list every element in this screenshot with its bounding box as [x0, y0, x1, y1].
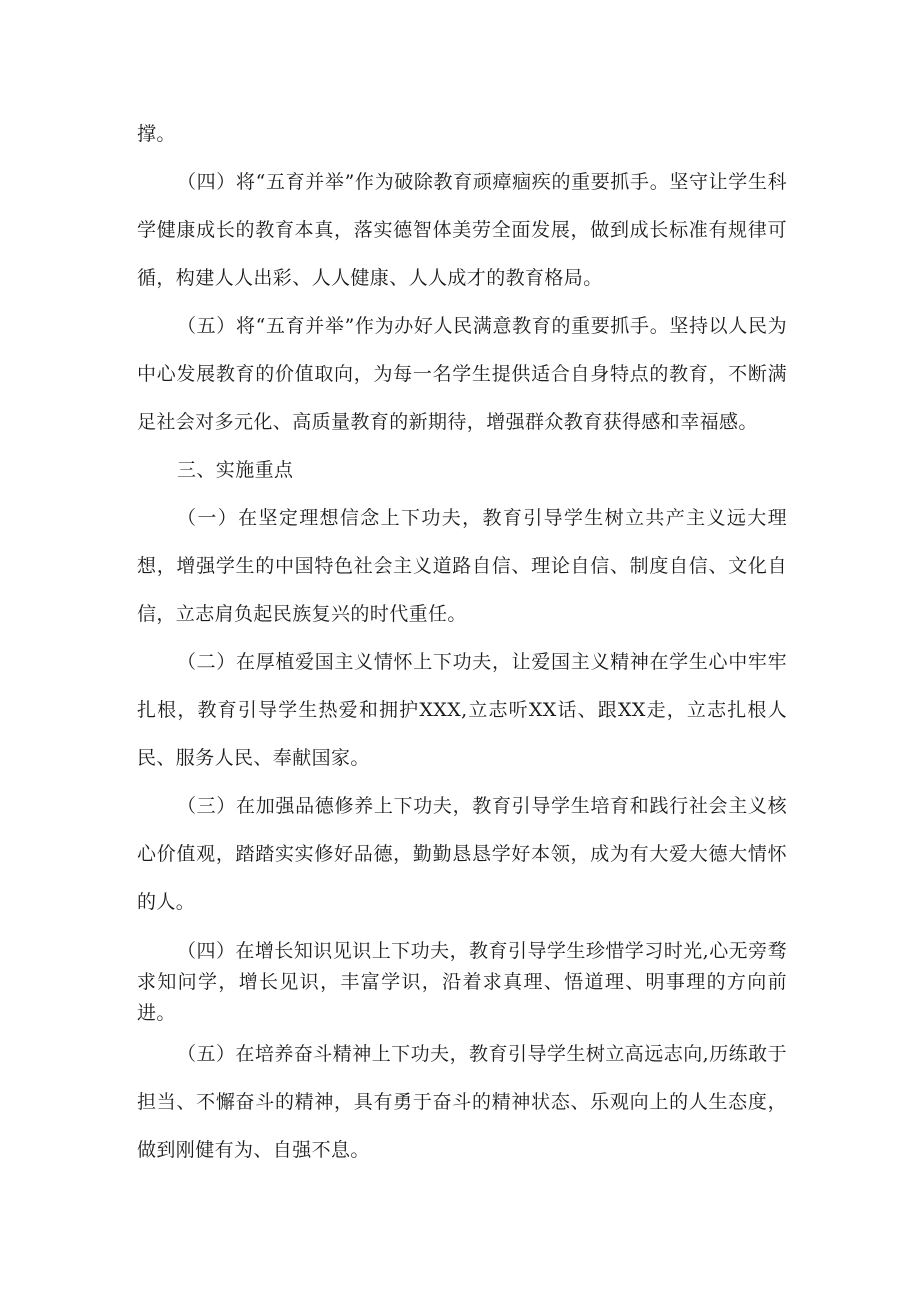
paragraph-section3-item4: （四）在增长知识见识上下功夫，教育引导学生珍惜学习时光,心无旁骛求知问学，增长见识，丰富学识，沿着求真理、悟道理、明事理的方向前进。: [137, 940, 787, 1024]
paragraph-section3-item1: （一）在坚定理想信念上下功夫，教育引导学生树立共产主义远大理想，增强学生的中国特色社会主义道路自信、理论自信、制度自信、文化自信，立志肩负起民族复兴的时代重任。: [137, 507, 787, 625]
paragraph-section3-item3: （三）在加强品德修养上下功夫，教育引导学生培育和践行社会主义核心价值观，踏踏实实修好品德，勤勤恳恳学好本领，成为有大爱大德大情怀的人。: [137, 795, 787, 913]
paragraph-section3-item5: （五）在培养奋斗精神上下功夫，教育引导学生树立高远志向,历练敢于担当、不懈奋斗的精神，具有勇于奋斗的精神状态、乐观向上的人生态度，做到刚健有为、自强不息。: [137, 1043, 787, 1161]
paragraph-section3-item2: （二）在厚植爱国主义情怀上下功夫，让爱国主义精神在学生心中牢牢扎根，教育引导学生热爱和拥护XXX,立志听XX话、跟XX走，立志扎根人民、服务人民、奉献国家。: [137, 651, 787, 769]
section3-heading: 三、实施重点: [177, 459, 294, 481]
continuation-text: 撑。: [137, 123, 176, 145]
paragraph-section2-item4: （四）将“五育并举”作为破除教育顽瘴痼疾的重要抓手。坚守让学生科学健康成长的教育本真，落实德智体美劳全面发展，做到成长标准有规律可循，构建人人出彩、人人健康、人人成才的教育格局。: [137, 171, 787, 289]
paragraph-section2-item5: （五）将“五育并举”作为办好人民满意教育的重要抓手。坚持以人民为中心发展教育的价值取向，为每一名学生提供适合自身特点的教育，不断满足社会对多元化、高质量教育的新期待，增强群众教育获得感和幸福感。: [137, 315, 787, 433]
